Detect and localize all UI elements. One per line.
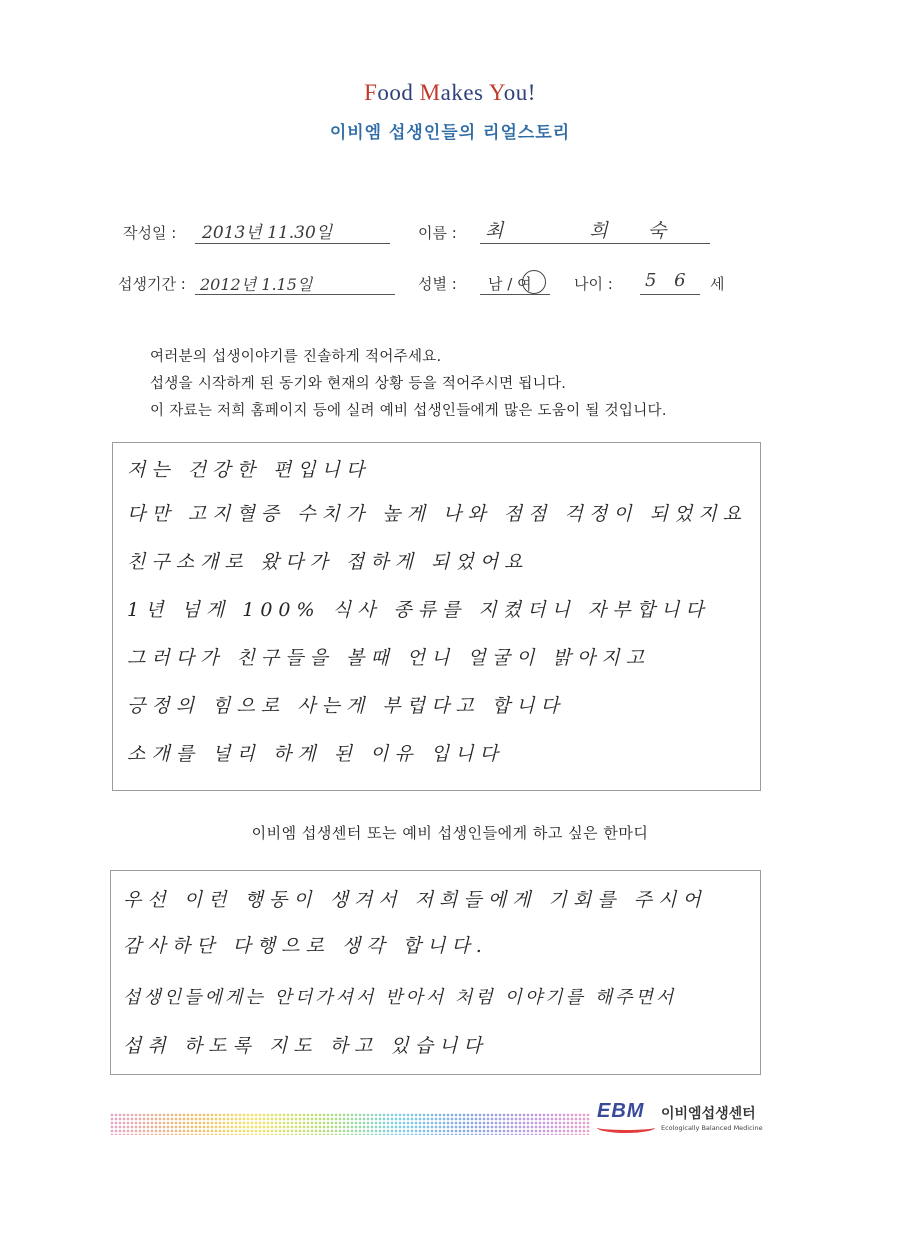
ebm-logo-mark: EBM — [597, 1100, 645, 1122]
age-value: 5 6 — [645, 270, 692, 291]
message-line: 감사하단 다행으로 생각 합니다. — [123, 935, 488, 957]
story-line: 친구소개로 왔다가 접하게 되었어요 — [127, 551, 529, 573]
center-tagline: Ecologically Balanced Medicine — [661, 1124, 763, 1132]
logo-swoosh-icon — [597, 1122, 655, 1133]
gender-underline — [480, 294, 550, 295]
age-underline — [640, 294, 700, 295]
message-heading: 이비엠 섭생센터 또는 예비 섭생인들에게 하고 싶은 한마디 — [251, 824, 649, 842]
ebm-logo — [597, 1100, 767, 1140]
name-underline — [480, 243, 710, 244]
period-label: 섭생기간 : — [118, 275, 186, 293]
message-line: 섭생인들에게는 안더가셔서 반아서 처럼 이야기를 해주면서 — [123, 987, 677, 1008]
gender-selected-circle — [522, 270, 546, 294]
story-line: 소개를 널리 하게 된 이유 입니다 — [127, 743, 504, 765]
rainbow-dot-bar — [110, 1113, 590, 1135]
message-box — [110, 870, 761, 1075]
gender-label: 성별 : — [418, 275, 457, 293]
gender-value: 남 / 여 — [488, 275, 532, 293]
date-underline — [195, 243, 390, 244]
story-box — [112, 442, 761, 791]
center-name: 이비엠섭생센터 — [661, 1106, 756, 1122]
story-line: 그러다가 친구들을 볼때 언니 얼굴이 밝아지고 — [127, 647, 650, 669]
instruction-2: 섭생을 시작하게 된 동기와 현재의 상황 등을 적어주시면 됩니다. — [150, 376, 567, 392]
age-label: 나이 : — [574, 275, 613, 293]
period-value: 2012년 1.15일 — [200, 275, 313, 294]
story-line: 다만 고지혈증 수치가 높게 나와 점점 걱정이 되었지요 — [127, 503, 748, 525]
date-value: 2013년 11.30일 — [202, 223, 333, 243]
message-line: 섭취 하도록 지도 하고 있습니다 — [123, 1035, 488, 1057]
date-label: 작성일 : — [123, 224, 177, 242]
period-underline — [195, 294, 395, 295]
page-title — [0, 80, 900, 106]
name-value: 최 희숙 — [485, 220, 707, 242]
age-unit: 세 — [710, 275, 725, 293]
name-label: 이름 : — [418, 224, 457, 242]
instruction-1: 여러분의 섭생이야기를 진솔하게 적어주세요. — [150, 349, 442, 365]
story-line: 1년 넘게 100% 식사 종류를 지켰더니 자부합니다 — [127, 599, 710, 621]
message-line: 우선 이런 행동이 생겨서 저희들에게 기회를 주시어 — [123, 889, 707, 911]
instruction-3: 이 자료는 저희 홈페이지 등에 실려 예비 섭생인들에게 많은 도움이 될 것입니다. — [150, 403, 667, 419]
story-line: 긍정의 힘으로 사는게 부럽다고 합니다 — [127, 695, 565, 717]
title-text: Food Makes You! — [364, 80, 536, 105]
story-line: 저는 건강한 편입니다 — [127, 459, 371, 481]
page-subtitle: 이비엠 섭생인들의 리얼스토리 — [329, 123, 571, 143]
